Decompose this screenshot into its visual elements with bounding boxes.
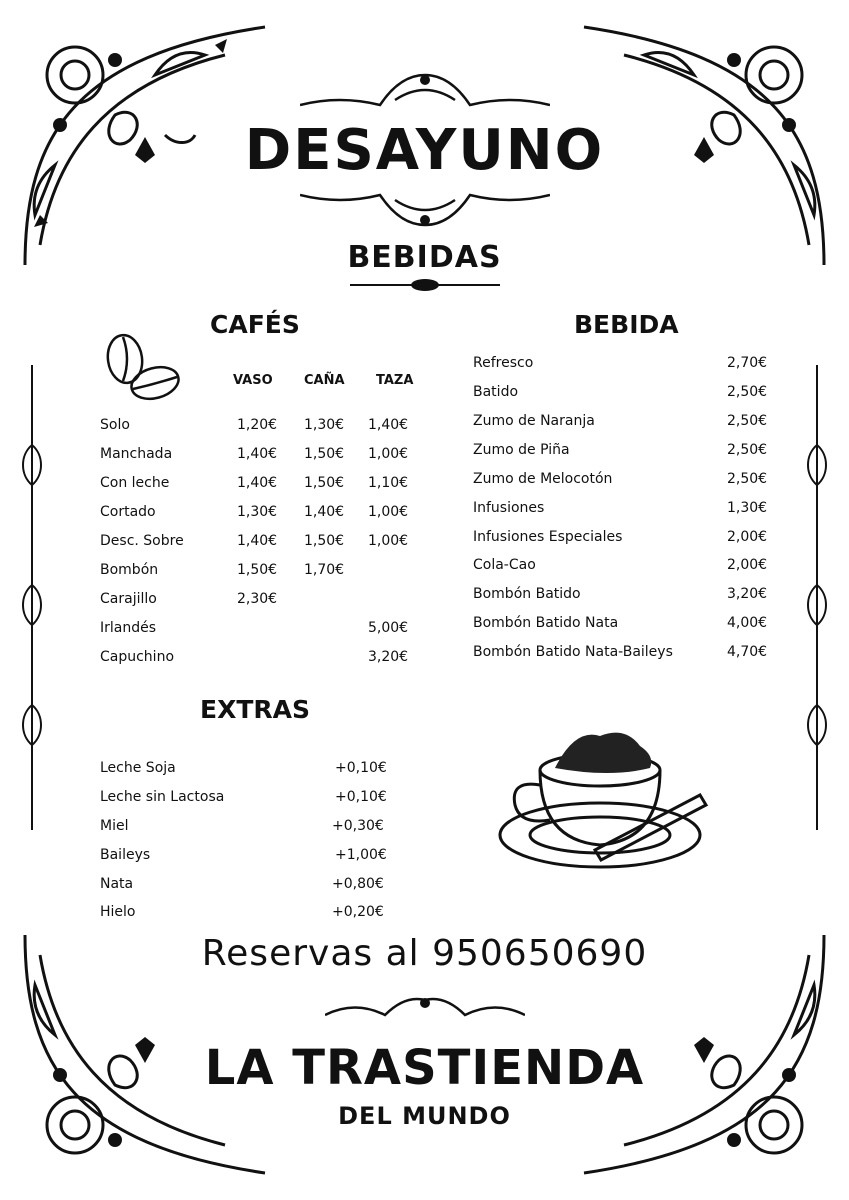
cafe-price-vaso: 1,40€ bbox=[237, 446, 278, 462]
coffee-cup-icon bbox=[495, 730, 710, 875]
extras-heading: EXTRAS bbox=[200, 695, 311, 724]
cafe-price-vaso: 1,20€ bbox=[237, 417, 278, 433]
cafe-price-cana: 1,50€ bbox=[304, 475, 345, 491]
cafe-item-name: Bombón bbox=[100, 562, 159, 578]
extra-item-price: +0,10€ bbox=[335, 789, 387, 805]
extra-item-price: +0,30€ bbox=[332, 818, 384, 834]
bebida-item-price: 3,20€ bbox=[727, 586, 768, 602]
page-title: DESAYUNO bbox=[244, 118, 605, 183]
ornament-side-left-icon bbox=[20, 365, 44, 830]
cafe-price-taza: 1,00€ bbox=[368, 533, 409, 549]
cafes-column-header: VASO bbox=[233, 373, 273, 388]
cafe-price-cana: 1,30€ bbox=[304, 417, 345, 433]
bebida-item-name: Zumo de Melocotón bbox=[473, 471, 613, 487]
cafe-price-vaso: 2,30€ bbox=[237, 591, 278, 607]
extra-item-price: +1,00€ bbox=[335, 847, 387, 863]
cafe-price-taza: 5,00€ bbox=[368, 620, 409, 636]
ornament-divider-icon bbox=[300, 70, 550, 110]
bebida-item-name: Zumo de Piña bbox=[473, 442, 570, 458]
extra-item-price: +0,10€ bbox=[335, 760, 387, 776]
bebida-item-price: 1,30€ bbox=[727, 500, 768, 516]
cafe-price-taza: 3,20€ bbox=[368, 649, 409, 665]
brand-name: LA TRASTIENDA bbox=[204, 1040, 645, 1096]
extra-item-name: Leche sin Lactosa bbox=[100, 789, 225, 805]
bebida-item-price: 2,70€ bbox=[727, 355, 768, 371]
cafe-price-cana: 1,50€ bbox=[304, 446, 345, 462]
bebida-item-price: 4,00€ bbox=[727, 615, 768, 631]
bebida-item-price: 4,70€ bbox=[727, 644, 768, 660]
bebida-item-name: Zumo de Naranja bbox=[473, 413, 595, 429]
cafe-item-name: Cortado bbox=[100, 504, 156, 520]
bebida-item-name: Cola-Cao bbox=[473, 557, 536, 573]
extra-item-price: +0,20€ bbox=[332, 904, 384, 920]
bebida-item-name: Bombón Batido Nata bbox=[473, 615, 619, 631]
bebida-item-name: Infusiones bbox=[473, 500, 545, 516]
cafe-price-vaso: 1,50€ bbox=[237, 562, 278, 578]
bebida-item-name: Bombón Batido bbox=[473, 586, 581, 602]
cafe-item-name: Solo bbox=[100, 417, 130, 433]
cafe-price-taza: 1,40€ bbox=[368, 417, 409, 433]
bebida-item-name: Refresco bbox=[473, 355, 534, 371]
bebida-item-price: 2,50€ bbox=[727, 471, 768, 487]
cafe-price-vaso: 1,40€ bbox=[237, 475, 278, 491]
cafe-item-name: Desc. Sobre bbox=[100, 533, 184, 549]
cafes-column-header: CAÑA bbox=[304, 373, 345, 388]
cafe-price-cana: 1,70€ bbox=[304, 562, 345, 578]
ornament-side-right-icon bbox=[805, 365, 829, 830]
page-subtitle: BEBIDAS bbox=[347, 240, 502, 275]
brand-subtitle: DEL MUNDO bbox=[338, 1102, 511, 1130]
cafe-item-name: Carajillo bbox=[100, 591, 157, 607]
bebida-item-price: 2,50€ bbox=[727, 384, 768, 400]
cafe-price-taza: 1,00€ bbox=[368, 446, 409, 462]
cafe-item-name: Con leche bbox=[100, 475, 170, 491]
cafe-price-taza: 1,00€ bbox=[368, 504, 409, 520]
extra-item-name: Leche Soja bbox=[100, 760, 176, 776]
bebida-item-name: Bombón Batido Nata-Baileys bbox=[473, 644, 673, 660]
cafe-item-name: Manchada bbox=[100, 446, 173, 462]
bebida-item-price: 2,00€ bbox=[727, 529, 768, 545]
extra-item-name: Miel bbox=[100, 818, 129, 834]
bebida-item-price: 2,00€ bbox=[727, 557, 768, 573]
cafe-price-taza: 1,10€ bbox=[368, 475, 409, 491]
ornament-divider-icon bbox=[325, 995, 525, 1031]
bebida-heading: BEBIDA bbox=[574, 310, 679, 339]
ornament-divider-icon bbox=[300, 190, 550, 230]
bebida-item-name: Infusiones Especiales bbox=[473, 529, 623, 545]
extra-item-name: Baileys bbox=[100, 847, 151, 863]
cafe-item-name: Capuchino bbox=[100, 649, 175, 665]
cafes-column-header: TAZA bbox=[376, 373, 414, 388]
extra-item-price: +0,80€ bbox=[332, 876, 384, 892]
cafe-item-name: Irlandés bbox=[100, 620, 157, 636]
cafe-price-cana: 1,40€ bbox=[304, 504, 345, 520]
cafes-heading: CAFÉS bbox=[210, 310, 300, 339]
ornament-divider-icon bbox=[350, 278, 500, 292]
cafe-price-cana: 1,50€ bbox=[304, 533, 345, 549]
extra-item-name: Nata bbox=[100, 876, 134, 892]
cafe-price-vaso: 1,40€ bbox=[237, 533, 278, 549]
reservations-phone: Reservas al 950650690 bbox=[201, 933, 648, 974]
bebida-item-price: 2,50€ bbox=[727, 413, 768, 429]
bebida-item-price: 2,50€ bbox=[727, 442, 768, 458]
cafe-price-vaso: 1,30€ bbox=[237, 504, 278, 520]
extra-item-name: Hielo bbox=[100, 904, 136, 920]
bebida-item-name: Batido bbox=[473, 384, 519, 400]
coffee-beans-icon bbox=[103, 333, 183, 405]
